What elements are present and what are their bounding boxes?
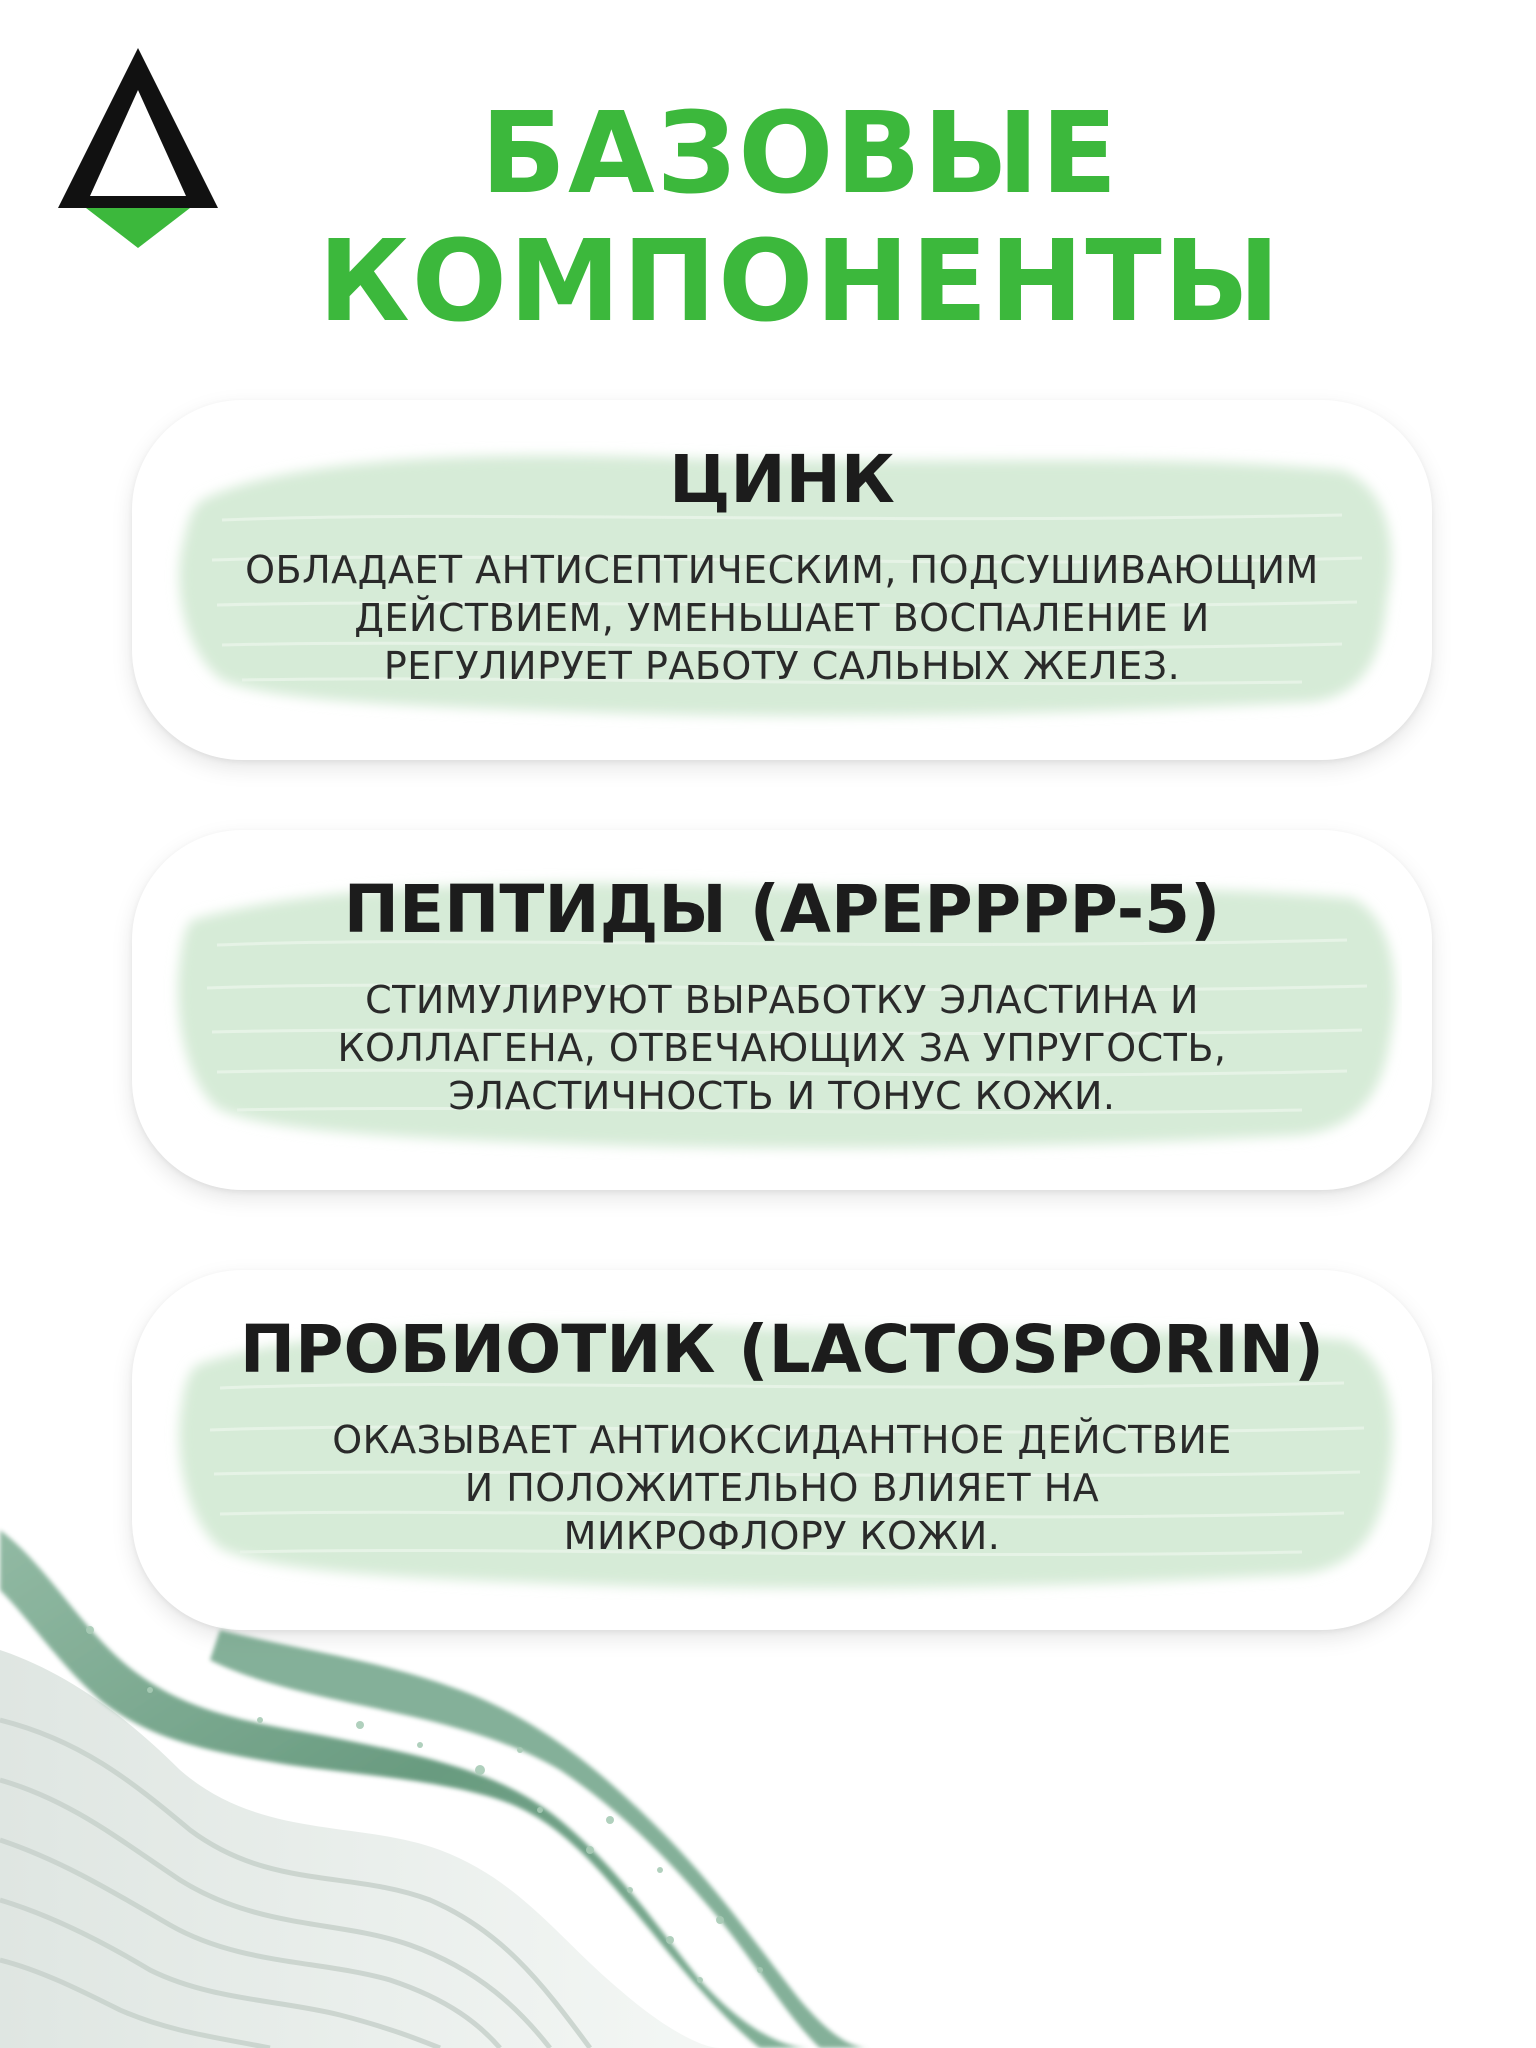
component-heading: ПРОБИОТИК (LACTOSPORIN) xyxy=(239,1311,1325,1388)
description-line: ОКАЗЫВАЕТ АНТИОКСИДАНТНОЕ ДЕЙСТВИЕ xyxy=(332,1418,1232,1462)
triangle-logo-icon xyxy=(58,48,218,248)
component-description xyxy=(192,976,1372,1120)
description-line: И ПОЛОЖИТЕЛЬНО ВЛИЯЕТ НА xyxy=(464,1466,1100,1510)
gel-texture-decoration xyxy=(0,1520,1100,2048)
description-line: КОЛЛАГЕНА, ОТВЕЧАЮЩИХ ЗА УПРУГОСТЬ, xyxy=(337,1026,1227,1070)
description-line: ДЕЙСТВИЕМ, УМЕНЬШАЕТ ВОСПАЛЕНИЕ И xyxy=(354,596,1210,640)
page-title-line-1: БАЗОВЫЕ xyxy=(480,89,1120,219)
description-line: ЭЛАСТИЧНОСТЬ И ТОНУС КОЖИ. xyxy=(448,1074,1116,1118)
component-card-zinc xyxy=(132,400,1432,760)
description-line: ОБЛАДАЕТ АНТИСЕПТИЧЕСКИМ, ПОДСУШИВАЮЩИМ xyxy=(245,548,1319,592)
component-heading: ЦИНК xyxy=(669,441,895,518)
description-line: МИКРОФЛОРУ КОЖИ. xyxy=(563,1514,1001,1558)
page-title xyxy=(300,90,1300,346)
component-description xyxy=(192,546,1372,690)
description-line: РЕГУЛИРУЕТ РАБОТУ САЛЬНЫХ ЖЕЛЕЗ. xyxy=(383,644,1181,688)
component-card-peptides xyxy=(132,830,1432,1190)
description-line: СТИМУЛИРУЮТ ВЫРАБОТКУ ЭЛАСТИНА И xyxy=(365,978,1199,1022)
component-heading: ПЕПТИДЫ (APEPPPP-5) xyxy=(343,871,1221,948)
page-title-line-2: КОМПОНЕНТЫ xyxy=(318,217,1282,347)
